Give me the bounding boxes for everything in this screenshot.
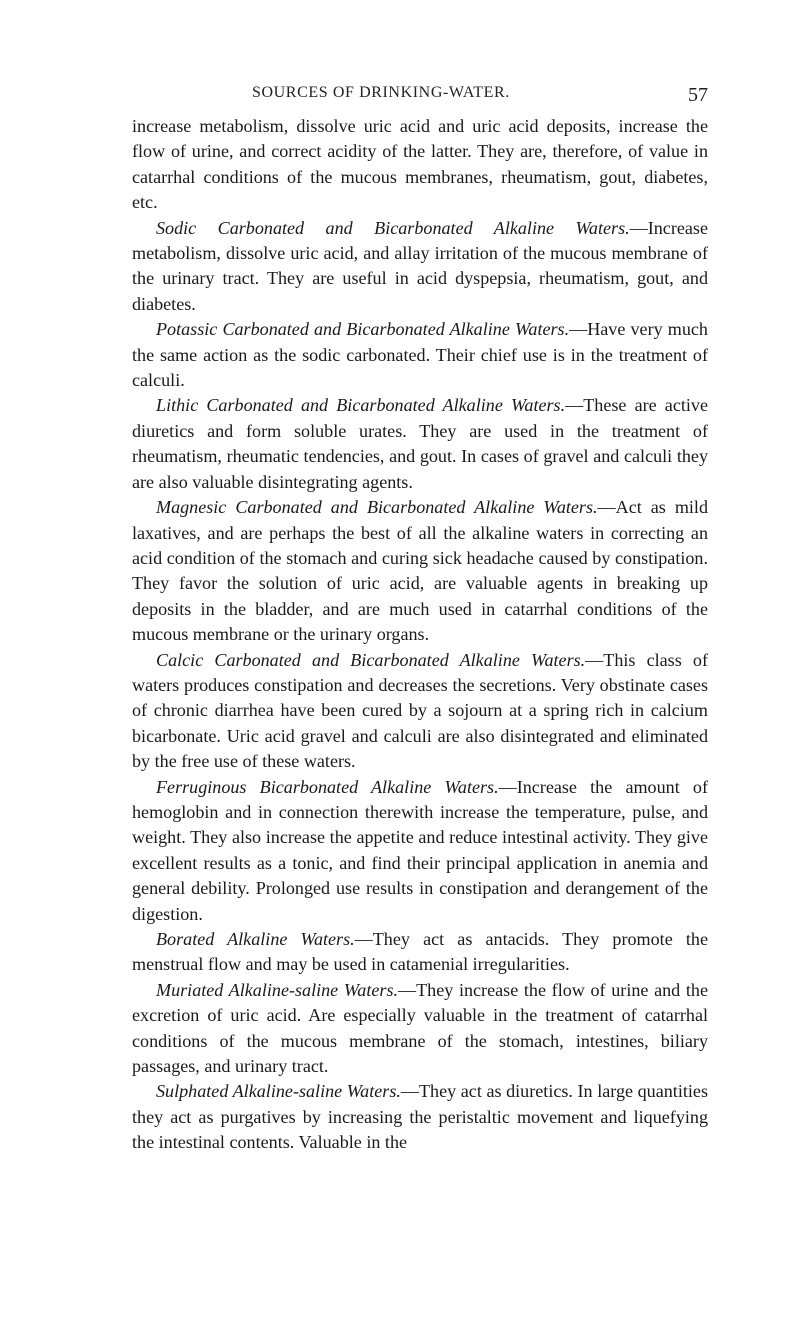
paragraph-text: —Act as mild laxatives, and are perhaps the best of all the alkaline waters in correcting an acid condition of the stomach and curing sick headache caused by constipation. They favor the solution of uric acid, are valuable agents in breaking up deposits in the bladder, and are much used in catarrhal conditions of the mucous membrane or the urinary organs. (132, 497, 709, 645)
paragraph-text: —Increase the amount of hemoglobin and in connection therewith increase the temperature, pulse, and weight. They also increase the appetite and reduce intestinal activity. They give excellent results as a tonic, and find their principal application in anemia and general debility. Prolonged use results in constipation and derangement of the digestion. (132, 776, 708, 924)
paragraph (132, 927, 708, 978)
paragraph (132, 495, 708, 647)
paragraph (132, 775, 708, 927)
page-title: SOURCES OF DRINKING-WATER. (252, 84, 510, 101)
paragraph-heading: Potassic Carbonated and Bicarbonated Alkaline Waters. (156, 319, 570, 340)
body-text (132, 114, 708, 1156)
paragraph-heading: Lithic Carbonated and Bicarbonated Alkaline Waters. (156, 395, 566, 416)
paragraph-heading: Sodic Carbonated and Bicarbonated Alkaline Waters. (156, 217, 630, 238)
paragraph-text: —They act as diuretics. In large quantities they act as purgatives by increasing the peristaltic movement and liquefying the intestinal contents. Valuable in the (132, 1081, 708, 1153)
paragraph-text: —Increase metabolism, dissolve uric acid, and allay irritation of the mucous membrane of the urinary tract. They are useful in acid dyspepsia, rheumatism, gout, and diabetes. (132, 217, 708, 314)
paragraph-heading: Calcic Carbonated and Bicarbonated Alkaline Waters. (156, 649, 586, 670)
paragraph (132, 317, 708, 393)
paragraph (132, 1079, 708, 1155)
paragraph (132, 978, 708, 1080)
paragraph (132, 393, 708, 495)
paragraph (132, 648, 708, 775)
paragraph-heading: Ferruginous Bicarbonated Alkaline Waters. (156, 776, 499, 797)
paragraph-heading: Magnesic Carbonated and Bicarbonated Alkaline Waters. (156, 497, 598, 518)
paragraph-text: —These are active diuretics and form soluble urates. They are used in the treatment of rheumatism, rheumatic tendencies, and gout. In cases of gravel and calculi they are also valuable disintegrating agents. (132, 395, 708, 492)
paragraph-text: increase metabolism, dissolve uric acid and uric acid deposits, increase the flow of urine, and correct acidity of the latter. They are, therefore, of value in catarrhal conditions of the mucous membranes, rheumatism, gout, diabetes, etc. (132, 116, 708, 213)
paragraph-text: —This class of waters produces constipation and decreases the secretions. Very obstinate cases of chronic diarrhea have been cured by a sojourn at a spring rich in calcium bicarbonate. Uric acid gravel and calculi are also disintegrated and eliminated by the free use of these waters. (132, 649, 708, 772)
paragraph (132, 114, 708, 216)
page-number: 57 (688, 84, 708, 106)
paragraph-text: —They increase the flow of urine and the excretion of uric acid. Are especially valuable in the treatment of catarrhal conditions of the mucous membrane of the stomach, intestines, biliary passages, and urinary tract. (132, 979, 708, 1077)
paragraph-heading: Sulphated Alkaline-saline Waters. (156, 1081, 401, 1102)
paragraph-heading: Muriated Alkaline-saline Waters. (156, 979, 399, 1000)
paragraph (132, 216, 708, 318)
running-head (132, 84, 708, 108)
paragraph-text: —They act as antacids. They promote the menstrual flow and may be used in catamenial irregularities. (132, 929, 708, 975)
paragraph-text: —Have very much the same action as the sodic carbonated. Their chief use is in the treatment of calculi. (132, 319, 708, 391)
paragraph-heading: Borated Alkaline Waters. (156, 929, 355, 949)
